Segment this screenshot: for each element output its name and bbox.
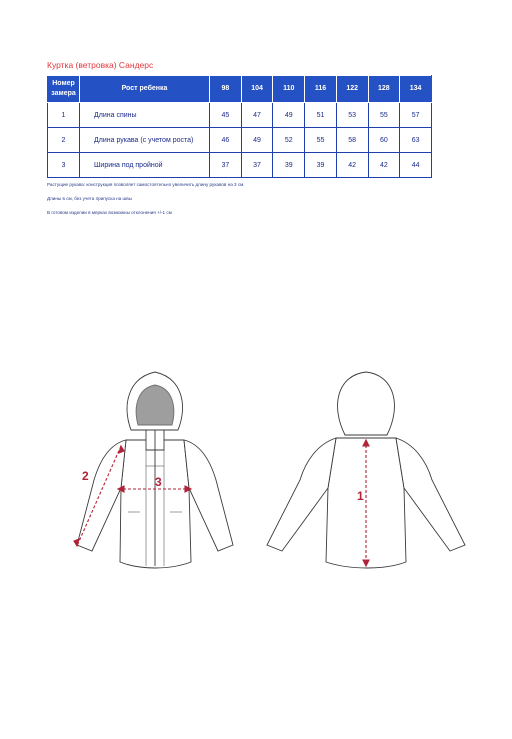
note-growing-sleeves: Растущие рукава: конструкция позволяет самостоятельно увеличить длину рукавов на 3 см. bbox=[47, 182, 245, 187]
row-value: 47 bbox=[241, 103, 273, 128]
back-hood bbox=[338, 372, 395, 435]
measure-label-2: 2 bbox=[82, 469, 89, 483]
row-value: 37 bbox=[241, 153, 273, 178]
header-child-height: Рост ребенка bbox=[80, 76, 210, 103]
row-value: 44 bbox=[400, 153, 432, 178]
front-right-sleeve bbox=[184, 440, 233, 551]
row-value: 39 bbox=[305, 153, 337, 178]
front-left-sleeve bbox=[77, 440, 126, 551]
row-value: 52 bbox=[273, 128, 305, 153]
row-number: 3 bbox=[48, 153, 80, 178]
row-parameter: Длина рукава (с учетом роста) bbox=[80, 128, 210, 153]
row-value: 53 bbox=[336, 103, 368, 128]
row-value: 63 bbox=[400, 128, 432, 153]
header-size: 104 bbox=[241, 76, 273, 103]
header-size: 110 bbox=[273, 76, 305, 103]
row-value: 51 bbox=[305, 103, 337, 128]
row-value: 49 bbox=[273, 103, 305, 128]
header-size: 128 bbox=[368, 76, 400, 103]
measure-label-1: 1 bbox=[357, 489, 364, 503]
front-body bbox=[120, 440, 191, 568]
back-right-sleeve bbox=[396, 438, 465, 551]
header-size: 122 bbox=[336, 76, 368, 103]
row-value: 37 bbox=[210, 153, 242, 178]
row-value: 58 bbox=[336, 128, 368, 153]
header-size: 98 bbox=[210, 76, 242, 103]
row-value: 46 bbox=[210, 128, 242, 153]
row-value: 39 bbox=[273, 153, 305, 178]
header-size: 134 bbox=[400, 76, 432, 103]
row-parameter: Ширина под пройной bbox=[80, 153, 210, 178]
note-tolerance: В готовом изделии в мерках возможны отклонения +/-1 см bbox=[47, 210, 172, 215]
row-value: 55 bbox=[305, 128, 337, 153]
row-value: 42 bbox=[368, 153, 400, 178]
header-measure-number: Номер замера bbox=[48, 76, 80, 103]
row-value: 55 bbox=[368, 103, 400, 128]
row-value: 60 bbox=[368, 128, 400, 153]
row-value: 45 bbox=[210, 103, 242, 128]
row-value: 57 bbox=[400, 103, 432, 128]
row-value: 42 bbox=[336, 153, 368, 178]
product-title: Куртка (ветровка) Сандерс bbox=[47, 60, 154, 70]
row-number: 2 bbox=[48, 128, 80, 153]
row-parameter: Длина спины bbox=[80, 103, 210, 128]
measure-label-3: 3 bbox=[155, 475, 162, 489]
header-size: 116 bbox=[305, 76, 337, 103]
row-value: 49 bbox=[241, 128, 273, 153]
jacket-front bbox=[77, 372, 233, 568]
back-left-sleeve bbox=[267, 438, 336, 551]
note-units: Длины в см, без учета припуска на швы bbox=[47, 196, 132, 201]
row-number: 1 bbox=[48, 103, 80, 128]
